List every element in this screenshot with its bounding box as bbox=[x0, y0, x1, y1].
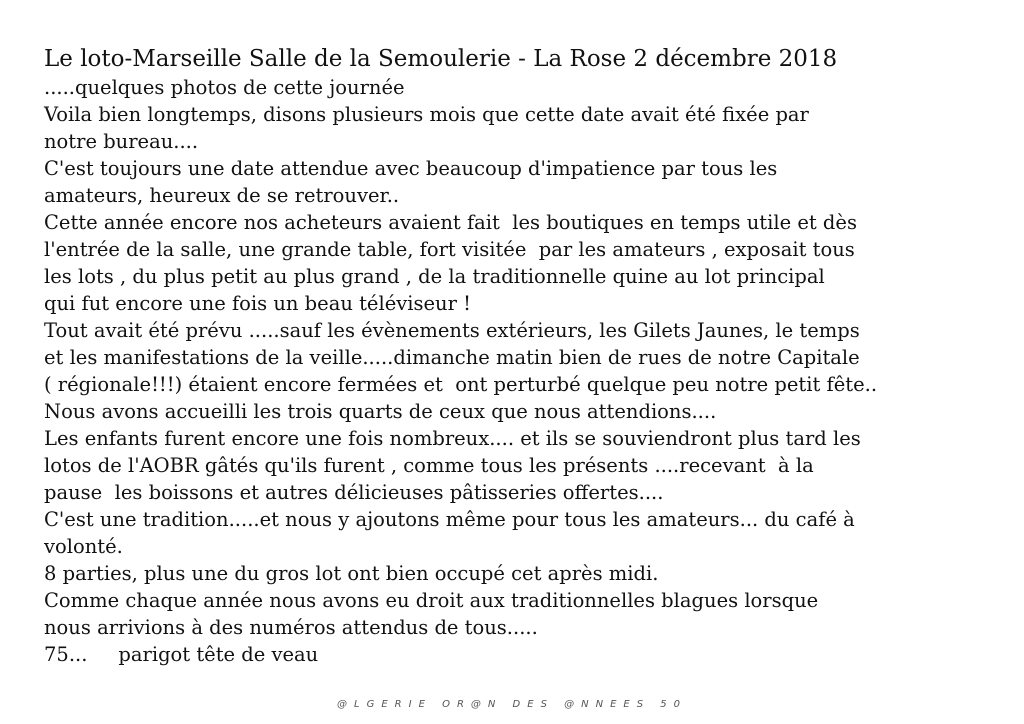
body-line: Nous avons accueilli les trois quarts de ceux que nous attendions.... bbox=[44, 400, 717, 423]
body-line: notre bureau.... bbox=[44, 130, 199, 153]
body-line: les lots , du plus petit au plus grand , de la traditionnelle quine au lot principal bbox=[44, 265, 825, 288]
footer-watermark: @LGERIE OR@N DES @NNEES 50 bbox=[337, 699, 687, 710]
body-line: nous arrivions à des numéros attendus de tous..... bbox=[44, 616, 538, 639]
document-title: Le loto-Marseille Salle de la Semoulerie - La Rose 2 décembre 2018 bbox=[44, 46, 838, 72]
body-line: Cette année encore nos acheteurs avaient fait les boutiques en temps utile et dès bbox=[44, 211, 857, 234]
body-line: 75... parigot tête de veau bbox=[44, 643, 319, 666]
document-page bbox=[44, 44, 1004, 668]
body-line: Voila bien longtemps, disons plusieurs mois que cette date avait été fixée par bbox=[44, 103, 809, 126]
body-line: C'est une tradition.....et nous y ajoutons même pour tous les amateurs... du café à bbox=[44, 508, 855, 531]
body-line: l'entrée de la salle, une grande table, fort visitée par les amateurs , exposait tous bbox=[44, 238, 855, 261]
body-line: volonté. bbox=[44, 535, 123, 558]
body-line: C'est toujours une date attendue avec beaucoup d'impatience par tous les bbox=[44, 157, 778, 180]
document-body bbox=[44, 74, 1004, 668]
body-line: Les enfants furent encore une fois nombreux.... et ils se souviendront plus tard les bbox=[44, 427, 861, 450]
body-line: qui fut encore une fois un beau téléviseur ! bbox=[44, 292, 471, 315]
body-line: et les manifestations de la veille.....dimanche matin bien de rues de notre Capitale bbox=[44, 346, 860, 369]
body-line: pause les boissons et autres délicieuses pâtisseries offertes.... bbox=[44, 481, 664, 504]
body-line: Tout avait été prévu .....sauf les évènements extérieurs, les Gilets Jaunes, le temps bbox=[44, 319, 860, 342]
body-line: amateurs, heureux de se retrouver.. bbox=[44, 184, 400, 207]
body-line: 8 parties, plus une du gros lot ont bien occupé cet après midi. bbox=[44, 562, 659, 585]
body-line: .....quelques photos de cette journée bbox=[44, 76, 405, 99]
body-line: ( régionale!!!) étaient encore fermées et ont perturbé quelque peu notre petit fête.. bbox=[44, 373, 878, 396]
body-line: lotos de l'AOBR gâtés qu'ils furent , comme tous les présents ....recevant à la bbox=[44, 454, 814, 477]
body-line: Comme chaque année nous avons eu droit aux traditionnelles blagues lorsque bbox=[44, 589, 819, 612]
